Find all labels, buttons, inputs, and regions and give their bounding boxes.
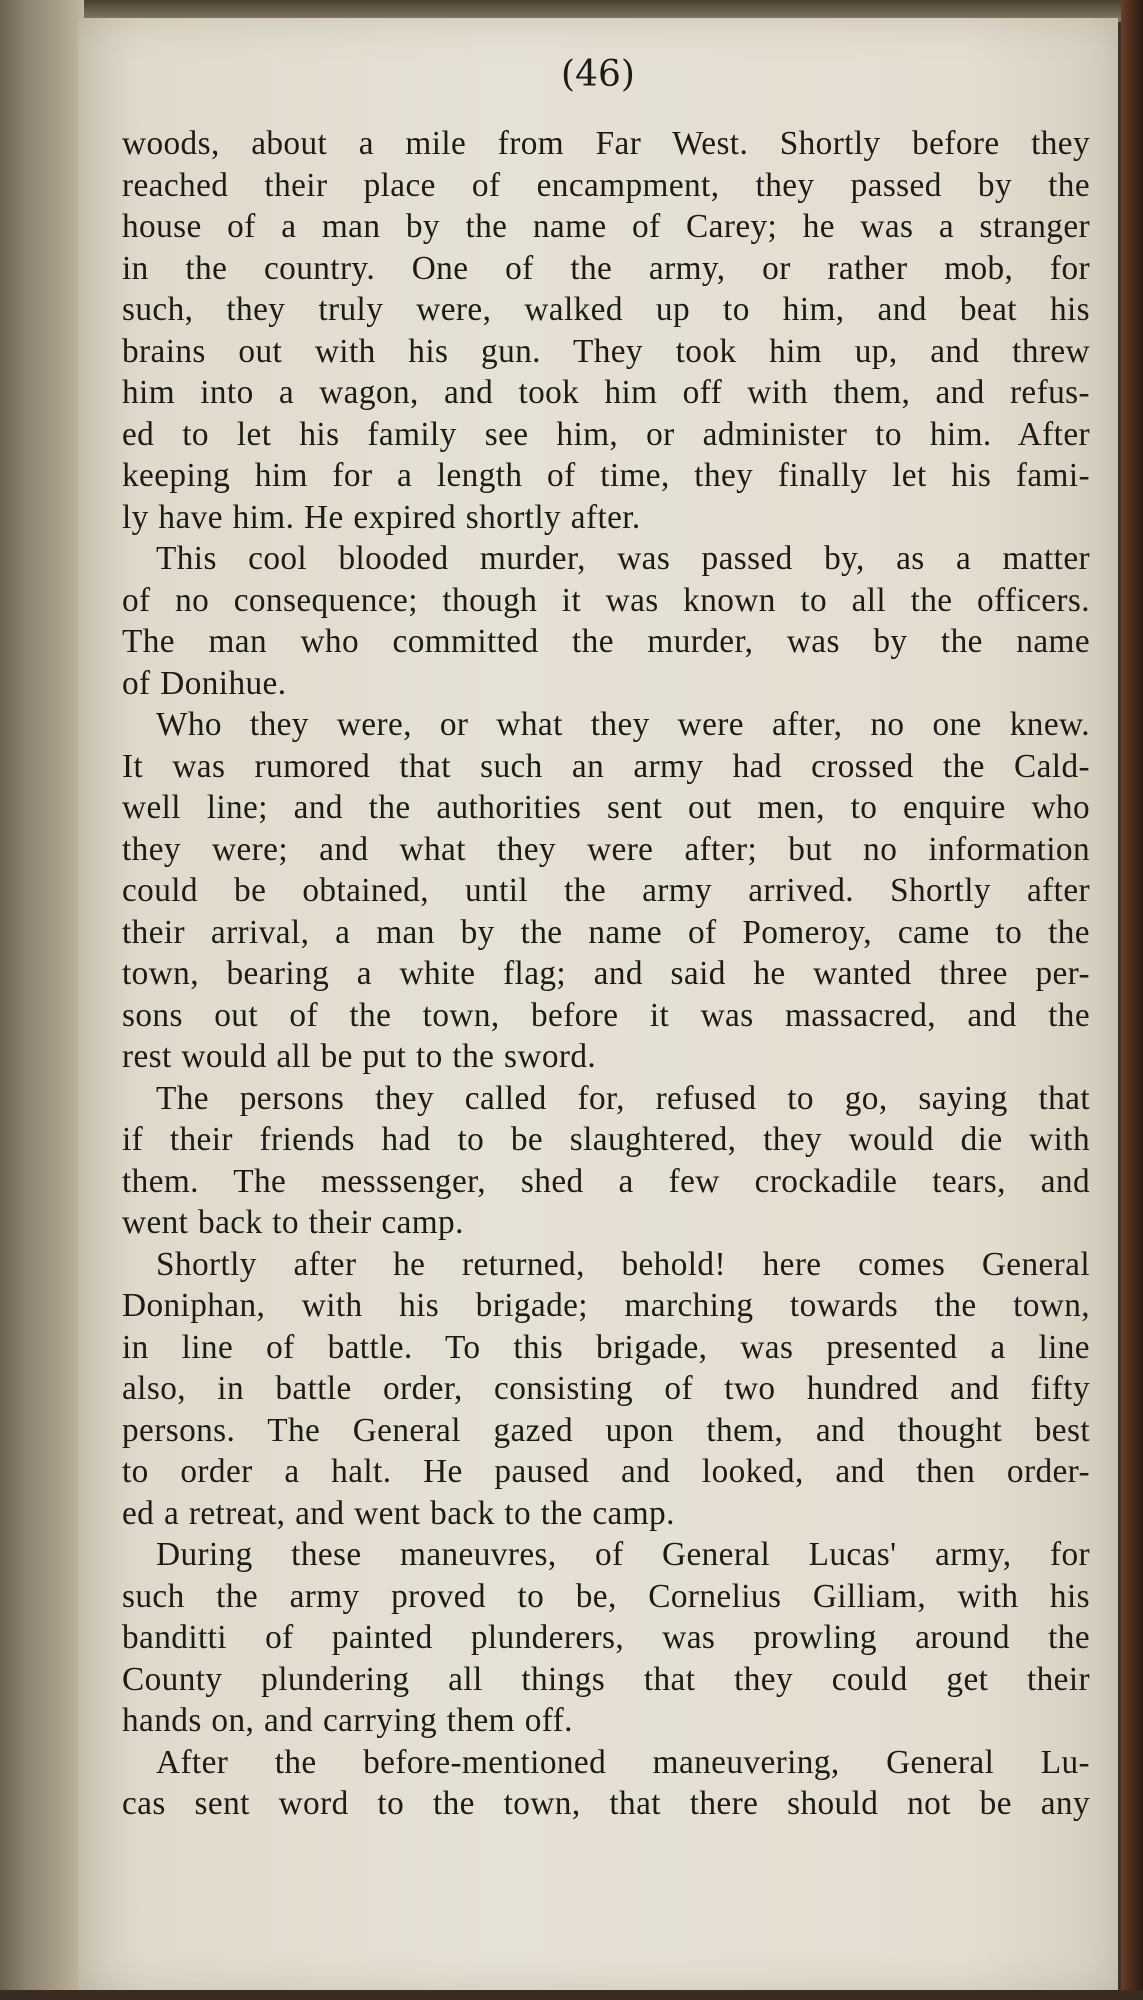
text-line: went back to their camp. bbox=[122, 1204, 464, 1241]
paragraph bbox=[122, 704, 1090, 1078]
text-line: County plundering all things that they could get their bbox=[122, 1660, 1090, 1698]
paragraph bbox=[122, 1742, 1090, 1825]
text-line: their arrival, a man by the name of Pomeroy, came to the bbox=[122, 913, 1090, 951]
text-line: Who they were, or what they were after, no one knew. bbox=[156, 706, 1090, 743]
text-line: of Donihue. bbox=[122, 664, 287, 702]
paragraph bbox=[122, 1078, 1090, 1244]
text-line: could be obtained, until the army arrived. Shortly after bbox=[122, 872, 1090, 909]
text-line: well line; and the authorities sent out men, to enquire who bbox=[122, 789, 1090, 826]
text-line: such, they truly were, walked up to him, and beat his bbox=[122, 291, 1090, 328]
text-line: sons out of the town, before it was massacred, and the bbox=[122, 996, 1090, 1034]
text-line: in line of battle. To this brigade, was presented a line bbox=[122, 1328, 1090, 1366]
text-line: Shortly after he returned, behold! here comes General bbox=[156, 1245, 1090, 1283]
text-line: they were; and what they were after; but no information bbox=[122, 830, 1090, 868]
text-line: banditti of painted plunderers, was prowling around the bbox=[122, 1619, 1090, 1656]
paragraph bbox=[122, 123, 1090, 538]
text-line: of no consequence; though it was known to all the officers. bbox=[122, 581, 1090, 619]
text-line: also, in battle order, consisting of two hundred and fifty bbox=[122, 1370, 1090, 1407]
text-line: persons. The General gazed upon them, and thought best bbox=[122, 1411, 1090, 1449]
text-line: to order a halt. He paused and looked, and then order- bbox=[122, 1453, 1090, 1490]
text-line: if their friends had to be slaughtered, they would die with bbox=[122, 1121, 1090, 1158]
text-line: him into a wagon, and took him off with them, and refus- bbox=[122, 374, 1090, 411]
text-line: The man who committed the murder, was by the name bbox=[122, 623, 1090, 660]
text-line: It was rumored that such an army had crossed the Cald- bbox=[122, 747, 1090, 785]
text-line: brains out with his gun. They took him up, and threw bbox=[122, 332, 1090, 370]
text-line: Doniphan, with his brigade; marching towards the town, bbox=[122, 1287, 1090, 1324]
text-line: ed a retreat, and went back to the camp. bbox=[122, 1494, 675, 1532]
book-cover-edge bbox=[1121, 0, 1143, 2000]
text-line: This cool blooded murder, was passed by, as a matter bbox=[156, 540, 1090, 577]
text-line: ly have him. He expired shortly after. bbox=[122, 498, 641, 536]
paragraph bbox=[122, 538, 1090, 704]
text-line: During these maneuvres, of General Lucas' army, for bbox=[156, 1536, 1090, 1573]
text-line: ed to let his family see him, or administer to him. After bbox=[122, 415, 1090, 453]
text-line: cas sent word to the town, that there should not be any bbox=[122, 1785, 1090, 1822]
text-line: house of a man by the name of Carey; he was a stranger bbox=[122, 208, 1090, 245]
text-line: in the country. One of the army, or rather mob, for bbox=[122, 249, 1090, 287]
page-number: (46) bbox=[561, 54, 635, 95]
paragraph bbox=[122, 1244, 1090, 1535]
text-line: such the army proved to be, Cornelius Gilliam, with his bbox=[122, 1577, 1090, 1615]
page-body-text bbox=[122, 123, 1090, 1825]
text-line: hands on, and carrying them off. bbox=[122, 1702, 573, 1739]
text-line: town, bearing a white flag; and said he wanted three per- bbox=[122, 955, 1090, 992]
text-line: reached their place of encampment, they passed by the bbox=[122, 166, 1090, 204]
text-line: keeping him for a length of time, they finally let his fami- bbox=[122, 457, 1090, 494]
text-line: After the before-mentioned maneuvering, General Lu- bbox=[156, 1743, 1090, 1781]
text-line: The persons they called for, refused to go, saying that bbox=[156, 1079, 1090, 1117]
paragraph bbox=[122, 1534, 1090, 1742]
book-spine-gutter bbox=[0, 0, 84, 2000]
text-line: rest would all be put to the sword. bbox=[122, 1038, 597, 1075]
scan-bottom-edge bbox=[0, 1990, 1143, 2000]
text-line: them. The messsenger, shed a few crockadile tears, and bbox=[122, 1162, 1090, 1200]
text-line: woods, about a mile from Far West. Shortly before they bbox=[122, 125, 1090, 162]
